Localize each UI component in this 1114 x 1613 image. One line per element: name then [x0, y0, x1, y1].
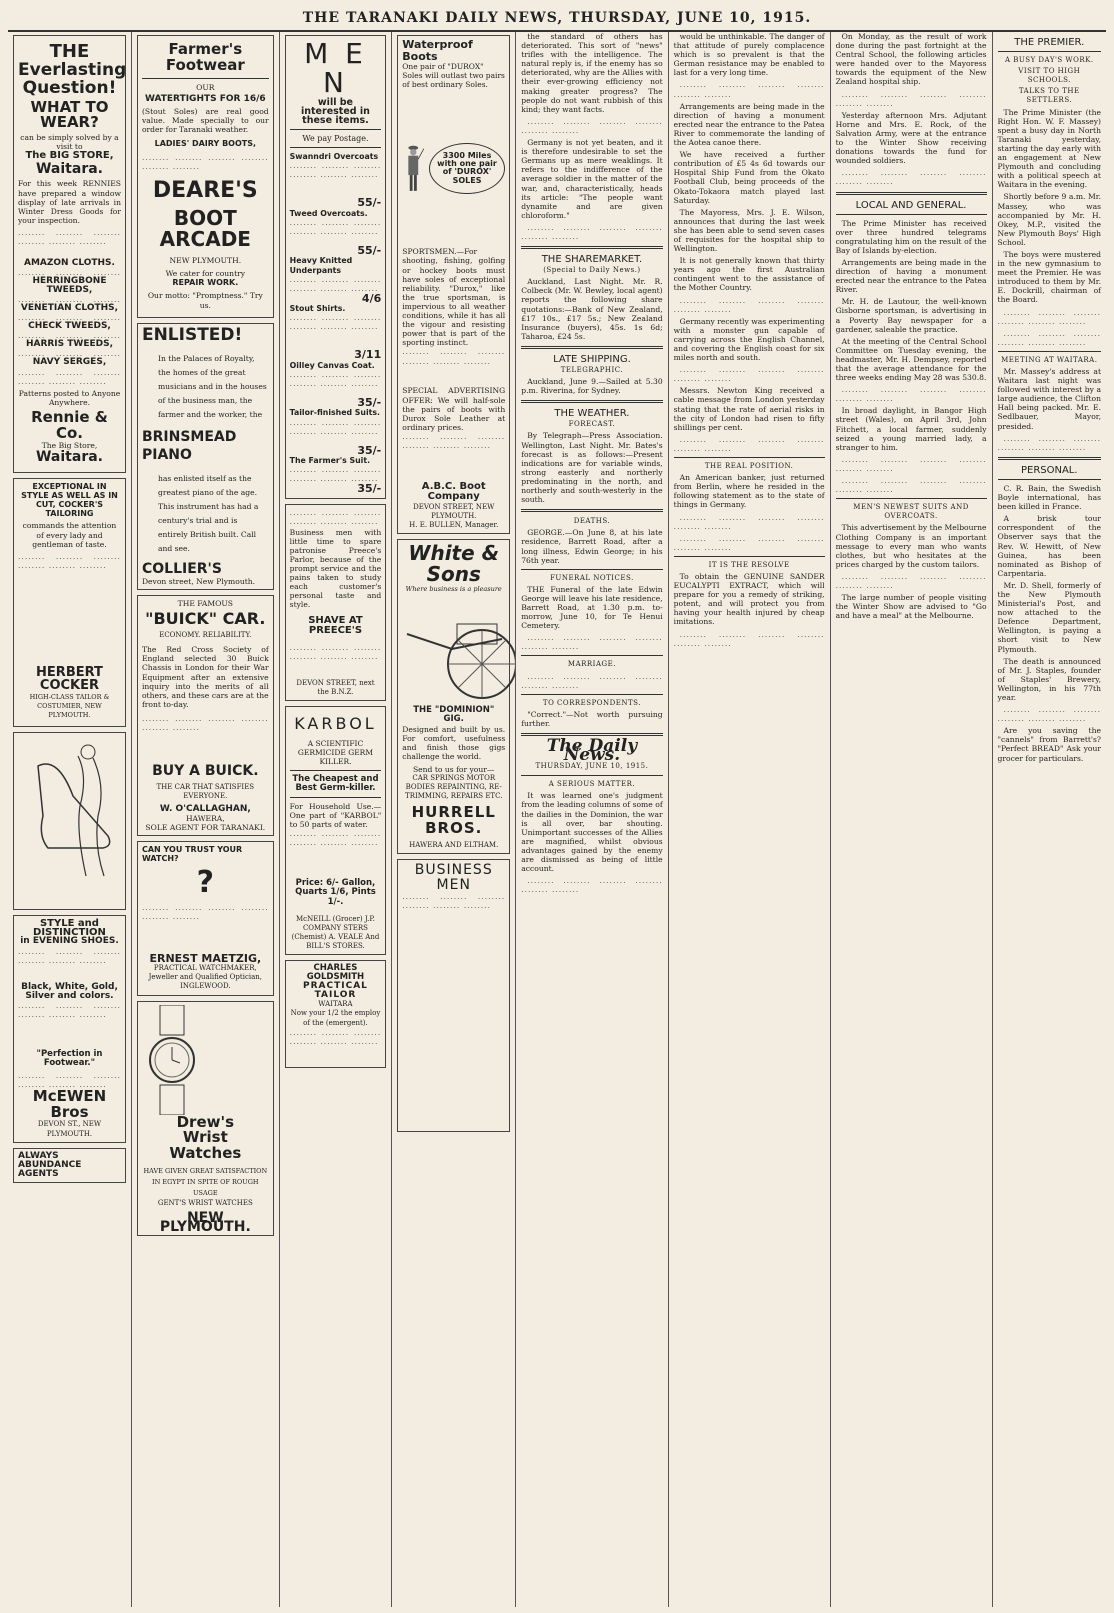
wristwatch-illustration	[142, 1005, 202, 1115]
article-paragraph: An American banker, just returned from Berlin, where he resided in the following statement as to the state of things in Germany.	[673, 473, 825, 510]
article-paragraph: A brisk tour correspondent of the Observer says that the Rev. W. Hewitt, of New Guinea, has been nominated as Bishop of Carpentaria.	[997, 514, 1101, 578]
ad-body: commands the attention of every lady and gentleman of taste.	[22, 521, 117, 549]
ad-line: NEW PLYMOUTH.	[159, 1209, 251, 1235]
ad-filler	[290, 218, 382, 245]
ad-line: A SCIENTIFIC GERMICIDE GERM KILLER.	[297, 738, 374, 766]
article-filler	[836, 168, 987, 186]
ad-line: GENT'S WRIST WATCHES	[157, 1198, 253, 1207]
article-filler	[836, 90, 987, 108]
ad-line: Where business is a pleasure	[405, 585, 502, 594]
ad-line: REPAIR WORK.	[172, 278, 239, 288]
ad-body: SPECIAL ADVERTISING OFFER: We will half-sole the pairs of boots with Durox Sole Leather at ordinary prices.	[402, 386, 506, 432]
ad-filler	[290, 313, 382, 349]
section-heading: THE WEATHER.	[554, 408, 630, 420]
ad-filler	[290, 508, 382, 528]
article-filler	[674, 534, 825, 552]
section-heading: MEN'S NEWEST SUITS AND OVERCOATS.	[853, 503, 969, 521]
article-paragraph: By Telegraph—Press Association. Wellington, Last Night. Mr. Bates's forecast is as follows:—Present indications are for variable winds, strong easterly and northerly predominating in the north, and northerly and south-westerly in the south.	[521, 431, 663, 505]
section-heading: MEETING AT WAITARA.	[1001, 355, 1098, 364]
ad-line: PRACTICAL WATCHMAKER,	[153, 964, 257, 973]
item-name: Tweed Overcoats.	[289, 208, 368, 218]
section-heading: THE PREMIER.	[1014, 37, 1085, 48]
article-paragraph: The Mayoress, Mrs. J. E. Wilson, announces that during the last week she has been able to send seven cases of requisites for the hospital ship to Wellington.	[673, 207, 825, 254]
ad-line: HAWERA AND ELTHAM.	[409, 840, 499, 849]
item: HERRINGBONE TWEEDS,	[32, 276, 107, 296]
article-paragraph: It was learned one's judgment from the leading columns of some of the dailies in the Dominion, the war is all over, bar shouting. Unimportant successes of the Allies are magnified, whilst obvious advantages gained by the enemy are dismissed as being of little account.	[521, 791, 663, 874]
section-subheading: FORECAST.	[568, 420, 616, 429]
ad-filler	[290, 418, 382, 445]
ad-line: BUY A BUICK.	[152, 762, 259, 779]
section-subheading: (Special to Daily News.)	[543, 266, 641, 275]
ad-firm: W. O'CALLAGHAN,	[159, 803, 251, 814]
ad-line: CAN YOU TRUST YOUR WATCH?	[141, 845, 243, 864]
article-paragraph: At the meeting of the Central School Committee on Tuesday evening, the headmaster, Mr. H. Dempsey, reported that the average attendance for the three weeks ending May 28 was 530.8.	[835, 336, 987, 383]
article-paragraph: Auckland, Last Night. Mr. R. Colbeck (Mr. W. Bewley, local agent) reports the following share quotations:—Bank of New Zealand, £17 10s., £17 5s.; New Zealand Insurance (buyers), 45s. 1s 6d; Taharoa, £24 5s.	[521, 277, 663, 341]
ad-line: McNEILL (Grocer) J.P. COMPANY STERS (Chemist) A. VEALE And BILL'S STORES.	[291, 914, 380, 950]
ad-line: THE FAMOUS	[177, 599, 233, 609]
columns	[8, 32, 1106, 1607]
ad-line: Jeweller and Qualified Optician,	[148, 973, 263, 982]
ad-line: THE	[49, 41, 90, 62]
newspaper-title: The Daily News.	[546, 736, 638, 766]
ad-filler	[142, 714, 269, 760]
ad-line: can be simply solved by a visit to	[20, 133, 119, 152]
article-paragraph: Messrs. Newton King received a cable message from London yesterday stating that the rate of aerial risks in the city of London had risen to fifty shillings per cent.	[673, 386, 825, 432]
ad-filler	[290, 370, 382, 397]
section-heading: THE SHAREMARKET.	[541, 254, 643, 266]
ad-line: ALWAYS ABUNDANCE AGENTS	[18, 1150, 82, 1179]
ad-title: KARBOL	[294, 713, 377, 733]
ad-line: SOLE AGENT FOR TARANAKI.	[145, 822, 266, 832]
abundance-ad	[13, 1148, 126, 1183]
ad-title: Drew's	[176, 1112, 235, 1131]
item-name: The Farmer's Suit.	[289, 456, 371, 466]
ad-body: In the Palaces of Royalty, the homes of the great musicians and in the houses of the business man, the farmer and the worker, the	[157, 354, 267, 420]
ad-line: DEVON STREET, next the B.N.Z.	[296, 678, 375, 696]
item-price: 55/-	[357, 196, 382, 210]
item-price: 55/-	[357, 243, 382, 257]
ad-title: Watches	[169, 1144, 242, 1163]
ad-title: Wrist	[182, 1128, 228, 1147]
article-paragraph: The large number of people visiting the Winter Show are advised to "Go and have a meal" at the Melbourne.	[835, 593, 987, 621]
article-paragraph: GEORGE.—On June 8, at his late residence, Barrett Road, after a long illness, Edwin George; in his 76th year.	[521, 528, 663, 565]
article-paragraph: It is not generally known that thirty years ago the first Australian contingent went to the assistance of the Mother Country.	[673, 256, 825, 293]
column-5	[516, 32, 668, 1607]
durox-ad	[397, 35, 510, 534]
ad-line: Question!	[22, 77, 117, 98]
ad-line: DEVON STREET, NEW PLYMOUTH.	[413, 502, 495, 520]
ad-filler	[402, 432, 505, 478]
article-filler	[674, 435, 825, 453]
masthead	[8, 6, 1106, 32]
ad-filler	[290, 1028, 382, 1064]
article-paragraph: Mr. H. de Lautour, the well-known Gisborne sportsman, is advertising in a Poverty Bay newspaper for a gardener, saleable the practice.	[835, 297, 987, 334]
ad-body: HAVE GIVEN GREAT SATISFACTION IN EGYPT IN SPITE OF ROUGH USAGE	[143, 1166, 268, 1197]
dateline: THURSDAY, JUNE 10, 1915.	[535, 762, 649, 771]
ad-body: For this week RENNIES have prepared a window display of late arrivals in Winter Dress Goods for your inspection.	[18, 179, 121, 225]
column-8	[993, 32, 1106, 1607]
article-paragraph: We have received a further contribution of £5 4s 6d towards our Hospital Ship Fund from the Okato Football Club, being proceeds of the Okato-Tokaora match played last Saturday.	[673, 150, 825, 205]
article-filler	[998, 308, 1101, 326]
ad-body: Designed and built by us. For comfort, usefulness and finish those gigs challenge the world.	[402, 724, 506, 761]
ad-body: has enlisted itself as the greatest piano of the age. This instrument has had a century's trial and is entirely British built. Call and see.	[157, 474, 259, 554]
article-filler	[521, 672, 662, 690]
hunter-illustration	[402, 93, 425, 243]
ad-line: PRACTICAL TAILOR	[303, 981, 368, 1001]
item-price: 3/11	[354, 348, 382, 362]
brinsmead-ad	[137, 323, 274, 591]
article-paragraph: C. R. Bain, the Swedish Boyle international, has been killed in France.	[997, 483, 1101, 512]
section-subheading: TALKS TO THE SETTLERS.	[1018, 87, 1080, 105]
article-filler	[998, 705, 1101, 723]
men-ad	[285, 35, 387, 499]
item-name: Tailor-finished Suits.	[289, 408, 380, 418]
ad-body: Business men with little time to spare patronise Preece's Parlor, because of the prompt service and the pains taken to study each customer's personal taste and style.	[289, 527, 382, 610]
ad-title: THE "DOMINION" GIG.	[413, 705, 495, 725]
ad-line: will be interested in these items.	[301, 96, 370, 126]
item-price: 35/-	[357, 482, 382, 496]
ad-line: Waitara.	[35, 449, 103, 466]
article-paragraph: Mr. Massey's address at Waitara last night was followed with interest by a large audience, the Clifton Hall being packed. Mr. E. Sedlbauer, Mayor, presided.	[997, 367, 1101, 431]
hurrell-ad	[397, 539, 510, 854]
preece-ad	[285, 504, 387, 701]
ad-line: The BIG STORE,	[25, 150, 114, 162]
article-paragraph: The boys were mustered in the new gymnasium to meet the Premier. He was introduced to them by Mr. E. Dockrill, chairman of the Board.	[997, 249, 1101, 305]
rennie-ad	[13, 35, 126, 473]
section-heading: FUNERAL NOTICES.	[550, 573, 634, 582]
article-paragraph: The Prime Minister (the Right Hon. W. F. Massey) spent a busy day in North Taranaki yesterday, starting the day early with an engagement at New Plymouth and concluding with a political speech at Waitara in the evening.	[997, 107, 1101, 190]
ad-line: Everlasting	[18, 59, 127, 80]
ad-firm: HURRELL BROS.	[411, 803, 496, 838]
item-name: Heavy Knitted Underpants	[289, 256, 353, 275]
article-paragraph: the standard of others has deteriorated. This sort of "news" trifles with the intelligence. The natural reply is, if the enemy has so deteriorated, why are the Allies with their ever-growing efficiency not making greater progress? The people do not want rubbish of this kind; they want facts.	[521, 32, 663, 114]
ad-line: EXCEPTIONAL IN STYLE AS WELL AS IN CUT, COCKER'S TAILORING	[21, 482, 118, 519]
article-paragraph: Mr. D. Shell, formerly of the New Plymouth Ministerial's Post, and now attached to the Defence Department, Wellington, is paying a short visit to New Plymouth.	[997, 580, 1101, 654]
ad-firm: BOOT ARCADE	[159, 206, 251, 252]
item-price: 35/-	[357, 395, 382, 409]
article-filler	[998, 329, 1101, 347]
ad-filler	[402, 892, 505, 1128]
item-name: Swanndri Overcoats	[289, 152, 379, 162]
ad-line: WHAT TO WEAR?	[30, 97, 109, 132]
article-filler	[521, 876, 662, 894]
article-filler	[521, 633, 662, 651]
section-subheading: VISIT TO HIGH SCHOOLS.	[1018, 67, 1081, 85]
ad-line: H. E. BULLEN, Manager.	[409, 521, 499, 530]
article-paragraph: Are you saving the "cannels" from Barrett's? "Perfect BREAD" Ask your grocer for particulars.	[997, 726, 1101, 763]
ad-firm: Rennie & Co.	[31, 407, 108, 442]
mcewen-ad	[13, 915, 126, 1142]
article-filler	[674, 365, 825, 383]
article-paragraph: Auckland, June 9.—Sailed at 5.30 p.m. Riverina, for Sydney.	[521, 377, 663, 396]
article-filler	[836, 572, 987, 590]
ad-line: OUR	[196, 82, 215, 92]
ad-body: SPORTSMEN.—For shooting, fishing, golfing or hockey boots must have soles of exceptional reliability. "Durox," like the true sportsman, is impervious to all weather conditions, while it has all the vigour and resisting power that is part of the sporting instinct.	[402, 247, 506, 348]
column-7	[831, 32, 993, 1607]
item: AMAZON CLOTHS.	[23, 257, 115, 268]
ad-filler	[18, 228, 121, 256]
ad-filler	[18, 1001, 121, 1047]
article-paragraph: Germany recently was experimenting with a monster gun capable of carrying across the English Channel, and covering the English coast for six miles north and south.	[673, 316, 825, 363]
ad-line: STYLE and DISTINCTION	[33, 918, 106, 939]
article-paragraph: Arrangements are being made in the direction of having a monument erected near the entrance to the Patea River.	[835, 257, 987, 295]
column-1	[8, 32, 132, 1607]
item: HARRIS TWEEDS,	[25, 339, 114, 350]
section-heading: DEATHS.	[573, 517, 611, 526]
section-subheading: TELEGRAPHIC.	[560, 366, 624, 374]
ad-body: Now your 1/2 the employ of the (emergent).	[290, 1009, 381, 1027]
ad-firm: DEARE'S	[152, 178, 258, 204]
ad-line: HIGH-CLASS TAILOR & COSTUMIER, NEW PLYMOUTH.	[29, 692, 110, 720]
column-2	[132, 32, 280, 1607]
ad-line: Black, White, Gold, Silver and colors.	[21, 981, 118, 1001]
ad-line: INGLEWOOD.	[180, 982, 231, 991]
ad-firm: ERNEST MAETZIG,	[149, 951, 262, 965]
section-heading: LOCAL AND GENERAL.	[855, 199, 967, 211]
ad-line: DEVON ST., NEW PLYMOUTH.	[37, 1120, 102, 1138]
ad-filler	[142, 903, 269, 949]
item-name: Stout Shirts.	[289, 304, 346, 314]
ad-firm: McEWEN Bros	[32, 1086, 107, 1121]
ad-line: The Cheapest and Best Germ-killer.	[292, 773, 379, 793]
ad-firm: COLLIER'S	[141, 561, 222, 578]
article-filler	[836, 455, 987, 473]
article-paragraph: Germany is not yet beaten, and it is therefore undesirable to set the Germans up as mere weaklings. It refers to the indifference of the average soldier in the matter of the war, and, characteristically, heads its article: "The people want dynamite and are given chloroform."	[521, 138, 663, 220]
drew-ad	[137, 1001, 274, 1237]
gig-illustration	[402, 594, 516, 704]
section-heading: PERSONAL.	[1020, 464, 1078, 476]
article-paragraph: To obtain the GENUINE SANDER EUCALYPTI EXTRACT, which will prepare for you a remedy of striking, potent, and will protect you from having your health injured by cheap imitations.	[673, 571, 825, 627]
ad-line: Our motto: "Promptness." Try us.	[147, 291, 263, 310]
column-3	[280, 32, 393, 1607]
ad-filler	[290, 829, 382, 875]
ad-title: BUSINESS MEN	[414, 861, 493, 893]
deare-ad	[137, 35, 274, 318]
section-heading: TO CORRESPONDENTS.	[542, 698, 641, 707]
article-filler	[836, 476, 987, 494]
ad-line: "Perfection in Footwear."	[36, 1048, 103, 1068]
ad-line: THE CAR THAT SATISFIES EVERYONE.	[156, 782, 255, 800]
ad-title: ENLISTED!	[141, 324, 243, 345]
article-paragraph: On Monday, as the result of work done during the past fortnight at the Central School, the following articles were handed over to the Mayoress towards the equipment of the New Zealand hospital ship.	[835, 32, 987, 87]
ad-line: LADIES' DAIRY BOOTS,	[154, 138, 257, 148]
ad-title: Farmer's Footwear	[165, 40, 245, 74]
ad-title: SHAVE AT PREECE'S	[308, 614, 363, 637]
ad-line: Devon street, New Plymouth.	[141, 577, 256, 587]
section-heading: IT IS THE RESOLVE	[708, 560, 790, 569]
ad-line: NEW PLYMOUTH.	[169, 256, 242, 266]
article-paragraph: Shortly before 9 a.m. Mr. Massey, who was accompanied by Mr. H. Okey, M.P., visited the New Plymouth Boys' High School.	[997, 192, 1101, 247]
ad-line: WATERTIGHTS FOR 16/6	[144, 93, 266, 104]
cocker-ad	[13, 478, 126, 727]
ad-line: ?	[196, 865, 215, 901]
section-subheading: A BUSY DAY'S WORK.	[1004, 56, 1094, 65]
ad-line: CAR SPRINGS MOTOR BODIES REPAINTING, RE-TRIMMING, REPAIRS ETC.	[405, 774, 503, 801]
durox-badge: 3300 Miles with one pair of 'DUROX' SOLES	[429, 143, 505, 195]
article-paragraph: would be unthinkable. The danger of that attitude of purely complacence which is so prevalent is that the German resistance may be enabled to last for a very long time.	[673, 32, 825, 78]
ad-filler	[18, 947, 121, 983]
ad-title: M E N	[304, 37, 367, 100]
ad-body: The Red Cross Society of England selected 30 Buick Chassis in London for their War Equipment after an extensive inquiry into the merits of all others, and these cars are at the front to-day.	[141, 645, 269, 709]
column-6	[669, 32, 831, 1607]
ad-filler	[290, 275, 382, 293]
article-paragraph: THE Funeral of the late Edwin George will leave his late residence, Barrett Road, at 1.30 p.m. to-morrow, June 10, for Te Henui Cemetery.	[521, 584, 663, 631]
ad-line: We pay Postage.	[302, 134, 369, 144]
ad-title: "BUICK" CAR.	[145, 609, 266, 629]
item: VENETIAN CLOTHS,	[20, 303, 119, 314]
column-4	[392, 32, 516, 1607]
section-heading: THE REAL POSITION.	[704, 462, 794, 471]
article-filler	[836, 385, 987, 403]
item: CHECK TWEEDS,	[28, 321, 111, 332]
ad-line: Price: 6/- Gallon, Quarts 1/6, Pints 1/-.	[295, 878, 376, 907]
article-filler	[521, 223, 662, 241]
business-men-ad	[397, 859, 510, 1132]
ad-line: We cater for country	[165, 269, 246, 279]
ad-filler	[290, 643, 382, 679]
ad-filler	[290, 161, 382, 197]
ad-firm: BRINSMEAD PIANO	[141, 429, 237, 464]
ad-body: For Household Use.—One part of "KARBOL" to 50 parts of water.	[289, 802, 382, 830]
article-paragraph: "Correct."—Not worth pursuing further.	[521, 709, 663, 728]
masthead-text: THE TARANAKI DAILY NEWS, THURSDAY, JUNE 10, 1915.	[302, 10, 812, 26]
ad-body: One pair of "DUROX" Soles will outlast two pairs of best ordinary Soles.	[402, 62, 505, 90]
buick-ad	[137, 595, 274, 836]
goldsmith-ad	[285, 960, 387, 1068]
ad-line: Patterns posted to Anyone Anywhere.	[18, 388, 121, 407]
article-filler	[521, 117, 662, 135]
section-heading: MARRIAGE.	[567, 660, 616, 669]
ad-line: HAWERA,	[185, 813, 225, 823]
item: NAVY SERGES,	[32, 357, 107, 368]
ad-line: ECONOMY. RELIABILITY.	[159, 631, 252, 640]
item-name: Oilley Canvas Coat.	[289, 360, 375, 370]
ad-line: Waitara.	[35, 160, 103, 177]
item-price: 35/-	[357, 443, 382, 457]
ad-filler	[402, 347, 505, 383]
ad-firm: A.B.C. Boot Company	[421, 480, 486, 503]
ad-line: WAITARA	[318, 1000, 353, 1009]
article-filler	[674, 80, 825, 98]
shoe-illustration	[18, 736, 128, 886]
article-filler	[674, 630, 825, 648]
ad-logo: White & Sons	[408, 541, 500, 587]
karbol-ad	[285, 706, 387, 955]
item-price: 4/6	[361, 291, 382, 305]
article-filler	[674, 513, 825, 531]
ad-line: The Big Store,	[41, 441, 98, 451]
section-heading: LATE SHIPPING.	[553, 353, 631, 365]
ad-body: (Stout Soles) are real good value. Made specially to our order for Taranaki weather.	[141, 106, 269, 134]
ad-title: Waterproof Boots	[402, 38, 473, 63]
article-paragraph: In broad daylight, in Bangor High street (Wales), on April 3rd, John Fitchett, a local farmer, suddenly seized a young married lady, a stranger to him.	[835, 406, 987, 452]
article-paragraph: This advertisement by the Melbourne Clothing Company is an important message to every man who wants clothes, but who hesitates at the prices charged by the custom tailors.	[835, 523, 987, 569]
ad-line: Send to us for your—	[412, 764, 495, 774]
section-heading: A SERIOUS MATTER.	[548, 780, 636, 789]
article-paragraph: The Prime Minister has received over three hundred telegrams congratulating him on the result of the Bay of Islands by-election.	[835, 218, 987, 255]
ad-filler	[290, 465, 382, 483]
maetzig-ad	[137, 841, 274, 996]
ad-filler	[142, 153, 269, 171]
article-filler	[998, 434, 1101, 452]
ad-title: CHARLES GOLDSMITH	[306, 962, 365, 983]
ad-filler	[18, 368, 121, 386]
article-paragraph: Arrangements are being made in the direction of having a monument erected near the entrance to the Patea River to commemorate the landing of the Aotea canoe there.	[673, 101, 825, 148]
article-filler	[674, 296, 825, 314]
shoe-ad	[13, 732, 126, 910]
ad-firm: HERBERT COCKER	[36, 664, 103, 694]
ad-filler	[18, 552, 121, 662]
ad-line: in EVENING SHOES.	[20, 936, 119, 947]
article-paragraph: The death is announced of Mr. J. Staples, founder of Staples' Brewery, Wellington, in his 77th year.	[997, 656, 1101, 702]
article-paragraph: Yesterday afternoon Mrs. Adjutant Horne and Mrs. E. Rock, of the Salvation Army, were at the entrance to the Winter Show receiving donations towards the fund for wounded soldiers.	[835, 110, 987, 166]
